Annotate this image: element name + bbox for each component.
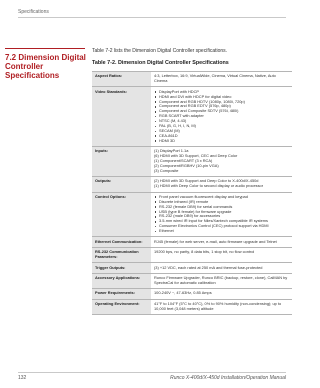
spec-value: 100-240V ~, 47-63Hz, 0.85 Amps [151,289,292,300]
spec-label: Ethernet Communication: [92,237,151,248]
spec-line: (2) HDMI with 3D Support and Deep Color to X-400d/X-450d [154,178,259,184]
spec-bullet-item: USB (type B female) for firmware upgrade [154,210,290,215]
spec-bullet-item: RGB SCART with adapter [154,114,290,119]
spec-bullet-item: NTSC (M, 4.43) [154,119,290,124]
spec-bullet-item: RS-232 (male DB9) for accessories [154,214,290,219]
spec-bullet-item: Discrete infrared (IR) remote [154,200,290,205]
table-row [92,192,292,237]
spec-bullet-item: Component and RGB EDTV (576p, 480p) [154,104,290,109]
spec-bullet-list [154,90,290,144]
spec-label: Outputs: [92,177,151,192]
spec-label: Video Standards: [92,87,151,147]
table-caption: Table 7-2. Dimension Digital Controller Specifications [92,60,229,66]
spec-bullet-item: SECAM (M) [154,129,290,134]
spec-line: (1) DisplayPort 1.1a [154,148,189,154]
intro-text: Table 7-2 lists the Dimension Digital Controller specifications. [92,48,228,54]
spec-label: Operating Environment: [92,299,151,314]
section-heading: 7.2 Dimension Digital Controller Specifications [5,53,86,80]
spec-line: (1) Component/SCART (3 x RCA) [154,158,213,164]
spec-line: (6) HDMI with 3D Support, CEC and Deep Color [154,153,238,159]
spec-value: Runco Firmware Upgrader, Runco BRIC (backup, restore, clone), CalMAN by SpectraCal for automatic calibration [151,273,292,288]
spec-bullet-item: CEA-861D [154,134,290,139]
spec-bullet-item: Ethernet [154,229,290,234]
footer-divider [18,372,286,373]
table-row [92,273,292,288]
spec-label: Inputs: [92,146,151,176]
spec-bullet-item: Component and Composite SDTV (576i, 480i) [154,109,290,114]
table-row [92,146,292,176]
spec-bullet-item: HDMI and DVI with HDCP for digital video [154,95,290,100]
spec-label: Aspect Ratios: [92,72,151,87]
spec-value: 41°F to 104°F (5°C to 40°C), 0% to 90% humidity (non-condensing); up to 10,000 feet (3,048 meters) altitude [151,299,292,314]
spec-label: Trigger Outputs: [92,263,151,274]
table-row [92,289,292,300]
spec-label: RS-232 Communication Parameters: [92,247,151,262]
spec-line: (1) HDMI with Deep Color to second display or audio processor [154,183,263,189]
spec-bullet-item: PAL (B, G, H, I, N, M) [154,124,290,129]
table-row [92,237,292,248]
header-divider [18,17,286,18]
section-rule [5,48,85,49]
spec-bullet-item: DisplayPort with HDCP [154,90,290,95]
spec-label: Control Options: [92,192,151,237]
table-row [92,87,292,147]
spec-value: 19200 bps, no parity, 8 data bits, 1 stop bit, no flow control [151,247,292,262]
spec-value: 4:3, Letterbox, 16:9, VirtualWide, Cinema, Virtual Cinema, Native, Auto Cinema [151,72,292,87]
spec-bullet-item: Consumer Electronics Control (CEC) protocol support via HDMI [154,224,290,229]
spec-bullet-item: Component and RGB HDTV (1080p, 1080i, 720p) [154,100,290,105]
spec-bullet-item: HDMI 3D [154,139,290,144]
spec-bullet-list [154,195,290,234]
spec-line: (2) Component/RGBHV (10-pin VGA) [154,162,219,168]
spec-value [151,192,292,237]
spec-line: (3) Composite [154,167,179,173]
spec-value [151,177,292,192]
spec-value [151,87,292,147]
spec-label: Power Requirements: [92,289,151,300]
table-row [92,177,292,192]
spec-bullet-item: RS-232 (female DB9) for serial commands [154,205,290,210]
table-row [92,299,292,314]
footer-doc-title: Runco X-400d/X-450d Installation/Operation Manual [170,375,286,381]
spec-bullet-item: 3.5-mm wired IR input for Niles/Xantech compatible IR systems [154,219,290,224]
spec-label: Accessory Applications: [92,273,151,288]
specifications-table [92,71,292,315]
spec-value [151,146,292,176]
page-number: 132 [18,375,27,381]
spec-value: (3) +12 VDC, each rated at 250 mA and thermal fuse-protected [151,263,292,274]
table-row [92,247,292,262]
table-row [92,263,292,274]
spec-bullet-item: Front panel vacuum fluorescent display and keypad [154,195,290,200]
table-row [92,72,292,87]
spec-value: RJ45 (female) for web server, e-mail, auto firmware upgrade and Telnet [151,237,292,248]
running-header: Specifications [18,9,49,15]
